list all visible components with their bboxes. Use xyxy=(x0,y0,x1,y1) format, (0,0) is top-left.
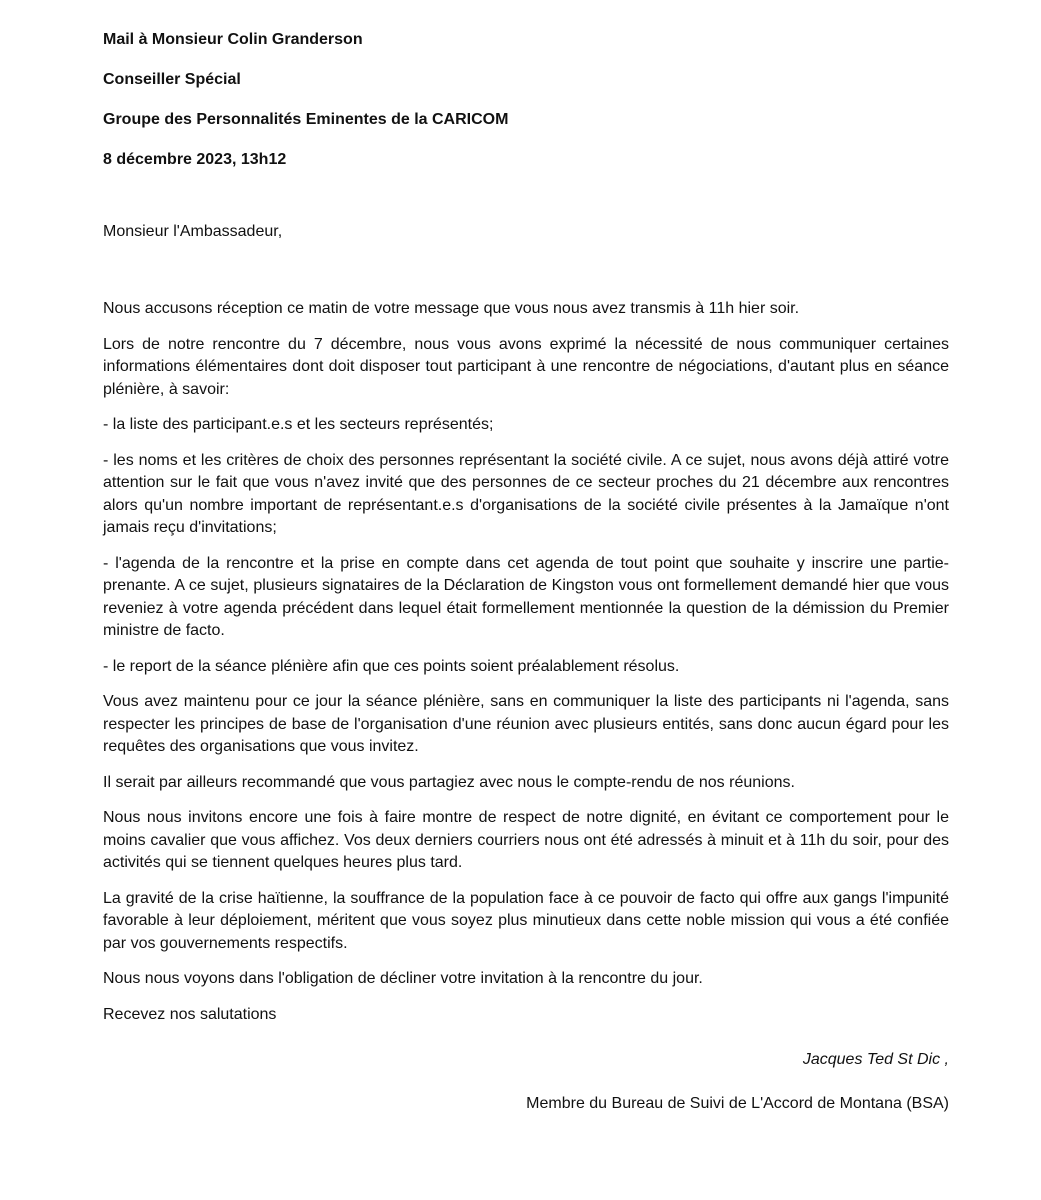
list-item-civil-society: - les noms et les critères de choix des personnes représentant la société civile. A ce sujet, nous avons déjà attiré votre attention sur le fait que vous n'avez invité que des personnes de ce secteur proches du 21 décembre aux rencontres alors qu'un nombre important de représentant.e.s d'organisations de la société civile présentes à la Jamaïque n'ont jamais reçu d'invitations; xyxy=(103,451,949,536)
closing-greeting: Recevez nos salutations xyxy=(103,1005,277,1023)
signature-role: Membre du Bureau de Suivi de L'Accord de Montana (BSA) xyxy=(526,1095,949,1112)
paragraph-minutes: Il serait par ailleurs recommandé que vous partagiez avec nous le compte-rendu de nos réunions. xyxy=(103,773,795,791)
paragraph-decline: Nous nous voyons dans l'obligation de décliner votre invitation à la rencontre du jour. xyxy=(103,970,703,987)
letter-document xyxy=(103,30,949,1115)
recipient-organization: Groupe des Personnalités Eminentes de la CARICOM xyxy=(103,111,509,128)
list-item-participants: - la liste des participant.e.s et les secteurs représentés; xyxy=(103,416,494,433)
paragraph-crisis: La gravité de la crise haïtienne, la souffrance de la population face à ce pouvoir de facto qui offre aux gangs l'impunité favorable à leur déploiement, méritent que vous soyez plus minutieux dans cette noble mission qui vous a été confiée par vos gouvernements respectifs. xyxy=(103,889,949,952)
recipient-role: Conseiller Spécial xyxy=(103,71,241,88)
list-item-postponement: - le report de la séance plénière afin que ces points soient préalablement résolus. xyxy=(103,657,680,675)
paragraph-plenary: Vous avez maintenu pour ce jour la séance plénière, sans en communiquer la liste des participants ni l'agenda, sans respecter les principes de base de l'organisation d'une réunion avec plusieurs entités, sans donc aucun égard pour les requêtes des organisations que vous invitez. xyxy=(103,693,949,755)
paragraph-receipt: Nous accusons réception ce matin de votre message que vous nous avez transmis à 11h hier soir. xyxy=(103,300,800,317)
recipient-line: Mail à Monsieur Colin Granderson xyxy=(103,31,363,48)
signature-name: Jacques Ted St Dic , xyxy=(802,1051,949,1068)
paragraph-meeting: Lors de notre rencontre du 7 décembre, nous vous avons exprimé la nécessité de nous communiquer certaines informations élémentaires dont doit disposer tout participant à une rencontre de négociations, d'autant plus en séance plénière, à savoir: xyxy=(103,335,949,398)
paragraph-respect: Nous nous invitons encore une fois à faire montre de respect de notre dignité, en évitant ce comportement pour le moins cavalier que vous affichez. Vos deux derniers courriers nous ont été adressés à minuit et à 11h du soir, pour des activités qui se tiennent quelques heures plus tard. xyxy=(103,809,949,871)
letter-date: 8 décembre 2023, 13h12 xyxy=(103,151,287,168)
list-item-agenda: - l'agenda de la rencontre et la prise en compte dans cet agenda de tout point que souhaite y inscrire une partie-prenante. A ce sujet, plusieurs signataires de la Déclaration de Kingston vous ont formellement demandé hier que vous reveniez à votre agenda précédent dans lequel était formellement mentionnée la question de la démission du Premier ministre de facto. xyxy=(103,554,949,639)
salutation: Monsieur l'Ambassadeur, xyxy=(103,223,283,240)
